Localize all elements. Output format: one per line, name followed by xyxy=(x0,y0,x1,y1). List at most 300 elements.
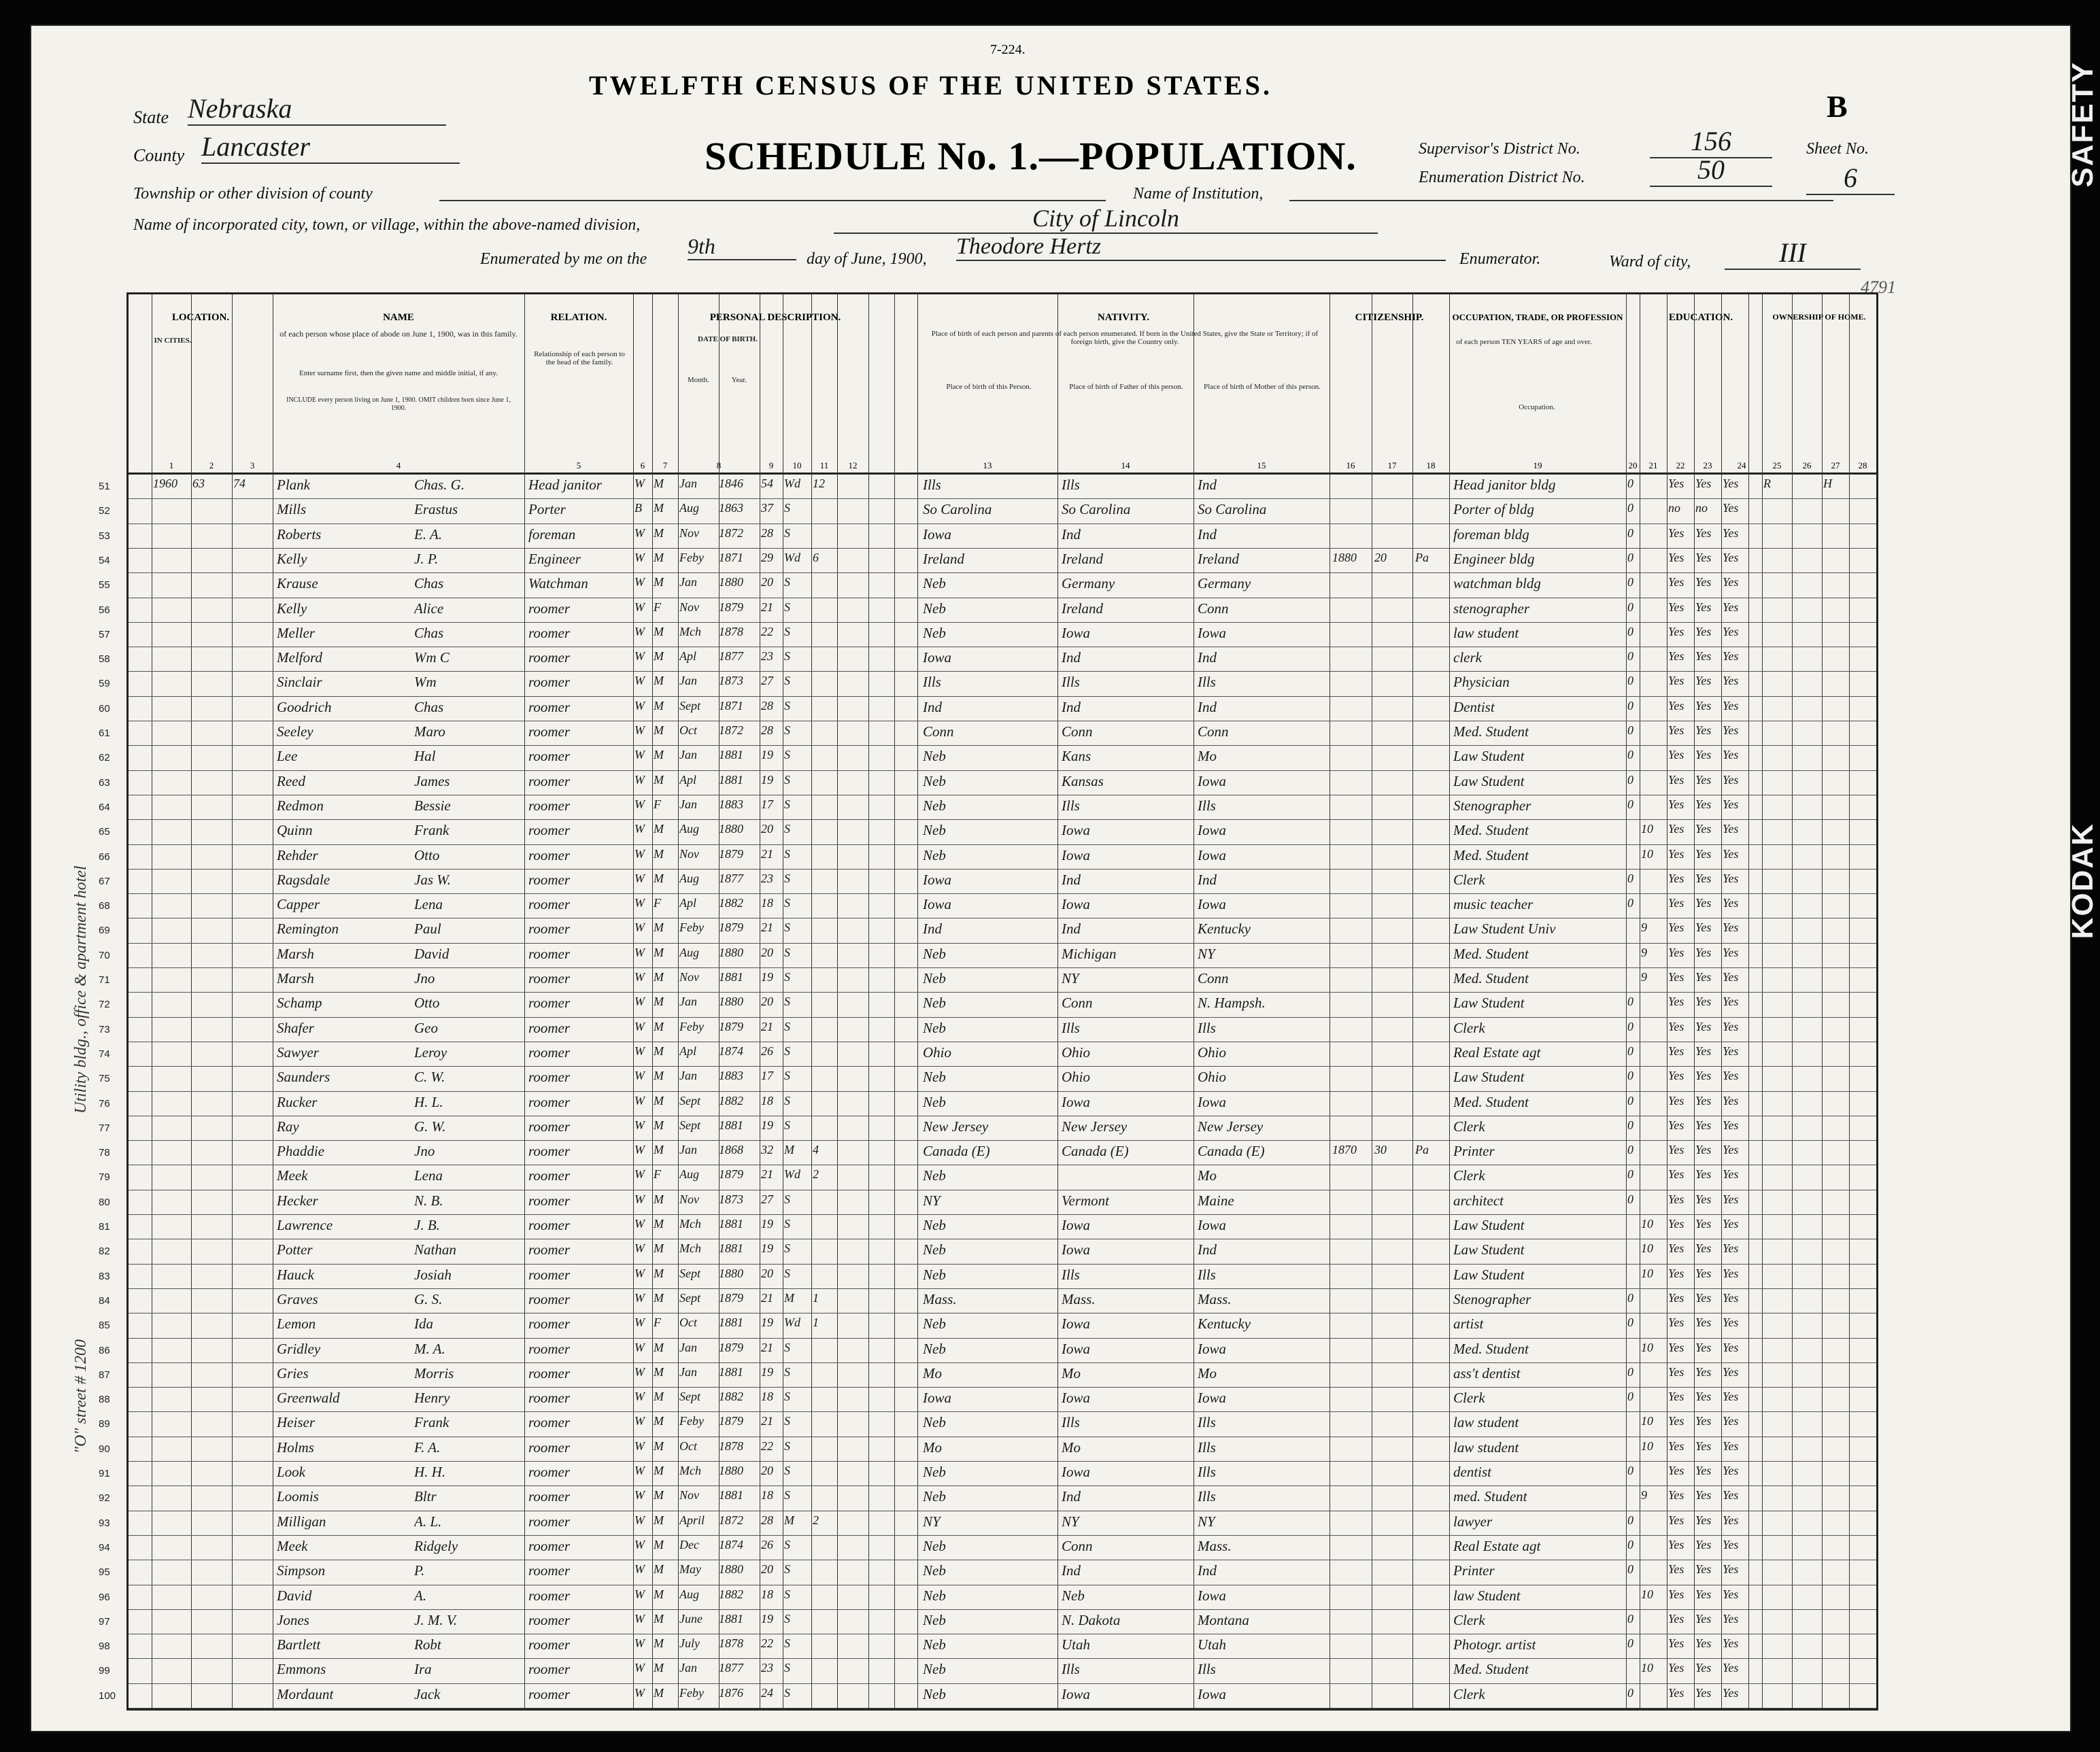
cell-marital: S xyxy=(784,945,790,959)
cell-father: Ind xyxy=(1062,1562,1081,1579)
cell-speak: Yes xyxy=(1723,1562,1739,1577)
cell-unemp: 0 xyxy=(1627,1044,1633,1058)
column-rule xyxy=(837,294,838,1708)
table-row xyxy=(129,1066,1876,1067)
ward-label: Ward of city, xyxy=(1609,253,1691,271)
cell-father: Conn xyxy=(1062,723,1093,740)
cell-mother: Mo xyxy=(1198,1364,1217,1381)
cell-marital: S xyxy=(784,674,790,688)
cell-marital: S xyxy=(784,575,790,589)
cell-year: 1879 xyxy=(719,1167,743,1182)
cell-given: H. L. xyxy=(414,1093,443,1110)
cell-given: Jno xyxy=(414,970,435,986)
cell-born: Neb xyxy=(923,575,946,592)
cell-given: Henry xyxy=(414,1390,450,1407)
cell-relation: roomer xyxy=(528,1340,571,1357)
cell-color: W xyxy=(634,1537,645,1551)
cell-given: Ida xyxy=(414,1316,433,1333)
cell-occupation: lawyer xyxy=(1453,1513,1493,1530)
cell-school: 10 xyxy=(1641,1241,1653,1256)
column-number: 10 xyxy=(792,460,802,470)
year-header: Year. xyxy=(731,376,747,384)
cell-given: Leroy xyxy=(414,1044,447,1061)
cell-mother: Ohio xyxy=(1198,1044,1226,1061)
cell-relation: roomer xyxy=(528,1192,571,1209)
cell-relation: roomer xyxy=(528,995,571,1012)
cell-mother: Mass. xyxy=(1198,1290,1232,1307)
cell-month: Apl xyxy=(679,896,696,910)
cell-read: Yes xyxy=(1668,1636,1684,1651)
cell-age: 19 xyxy=(761,1217,773,1231)
cell-speak: Yes xyxy=(1723,921,1739,935)
cell-occupation: law student xyxy=(1453,1414,1519,1431)
cell-mother: Ind xyxy=(1198,649,1217,666)
cell-surname: Remington xyxy=(277,921,339,938)
cell-speak: Yes xyxy=(1723,945,1739,959)
cell-father: Iowa xyxy=(1062,1464,1090,1480)
cell-given: Chas xyxy=(414,698,444,715)
cell-occupation: Dentist xyxy=(1453,698,1495,715)
cell-month: Sept xyxy=(679,1290,700,1305)
column-rule xyxy=(1412,294,1413,1708)
cell-sex: M xyxy=(654,995,664,1009)
cell-father: N. Dakota xyxy=(1062,1611,1121,1628)
cell-color: W xyxy=(634,526,645,540)
cell-month: June xyxy=(679,1611,702,1626)
cell-year: 1873 xyxy=(719,1192,743,1206)
cell-speak: Yes xyxy=(1723,1316,1739,1330)
cell-marital: S xyxy=(784,624,790,638)
cell-father: Iowa xyxy=(1062,1685,1090,1702)
line-number: 74 xyxy=(99,1048,110,1060)
cell-age: 20 xyxy=(761,995,773,1009)
column-number: 13 xyxy=(983,460,992,470)
cell-unemp: 0 xyxy=(1627,526,1633,540)
cell-farm: H xyxy=(1823,477,1832,490)
cell-age: 22 xyxy=(761,1439,773,1453)
cell-age: 19 xyxy=(761,772,773,787)
cell-month: Aug xyxy=(679,1587,699,1601)
cell-year: 1881 xyxy=(719,1241,743,1256)
schedule-title: SCHEDULE No. 1.—POPULATION. xyxy=(705,134,1357,178)
cell-father: So Carolina xyxy=(1062,501,1131,518)
cell-father: Neb xyxy=(1062,1587,1085,1604)
cell-unemp: 0 xyxy=(1627,1069,1633,1083)
cell-occupation: med. Student xyxy=(1453,1488,1527,1505)
cell-school: 10 xyxy=(1641,1439,1653,1453)
column-number: 8 xyxy=(716,460,722,470)
cell-father: Iowa xyxy=(1062,1390,1090,1407)
cell-sex: M xyxy=(654,1661,664,1675)
cell-write: Yes xyxy=(1695,526,1712,540)
cell-unemp: 0 xyxy=(1627,1390,1633,1404)
table-row xyxy=(129,1140,1876,1141)
cell-age: 32 xyxy=(761,1143,773,1157)
cell-speak: Yes xyxy=(1723,1488,1739,1502)
cell-speak: Yes xyxy=(1723,846,1739,861)
cell-ym: 12 xyxy=(813,477,825,490)
column-rule xyxy=(811,294,812,1708)
line-number: 54 xyxy=(99,554,110,566)
cell-write: Yes xyxy=(1695,846,1712,861)
cell-house: 1960 xyxy=(153,477,177,490)
cell-relation: roomer xyxy=(528,674,571,691)
cell-read: Yes xyxy=(1668,1167,1684,1182)
cell-month: Mch xyxy=(679,1241,701,1256)
cell-mother: Iowa xyxy=(1198,846,1226,863)
cell-sex: M xyxy=(654,1340,664,1354)
cell-speak: Yes xyxy=(1723,970,1739,984)
cell-surname: David xyxy=(277,1587,312,1604)
cell-year: 1879 xyxy=(719,1414,743,1428)
column-rule xyxy=(1193,294,1194,1708)
cell-year: 1880 xyxy=(719,1562,743,1577)
cell-family: 74 xyxy=(233,477,245,490)
cell-born: Neb xyxy=(923,1217,946,1233)
cell-born: Ohio xyxy=(923,1044,951,1061)
cell-read: Yes xyxy=(1668,1364,1684,1379)
cell-marital: S xyxy=(784,1019,790,1033)
cell-read: Yes xyxy=(1668,550,1684,564)
cell-color: W xyxy=(634,1685,645,1700)
cell-given: Bltr xyxy=(414,1488,437,1505)
cell-speak: Yes xyxy=(1723,1192,1739,1206)
cell-father: Kans xyxy=(1062,748,1091,765)
cell-speak: Yes xyxy=(1723,748,1739,762)
cell-month: Sept xyxy=(679,1390,700,1404)
cell-month: Sept xyxy=(679,1266,700,1280)
cell-color: W xyxy=(634,1266,645,1280)
cell-write: Yes xyxy=(1695,624,1712,638)
cell-given: Nathan xyxy=(414,1241,456,1258)
cell-write: Yes xyxy=(1695,1340,1712,1354)
cell-occupation: Clerk xyxy=(1453,1611,1485,1628)
cell-mother: Ills xyxy=(1198,1661,1216,1678)
cell-father: Ireland xyxy=(1062,550,1104,567)
cell-marital: S xyxy=(784,723,790,737)
cell-read: Yes xyxy=(1668,1537,1684,1551)
cell-surname: Milligan xyxy=(277,1513,326,1530)
cell-mother: Iowa xyxy=(1198,1587,1226,1604)
cell-ym: 1 xyxy=(813,1290,819,1305)
cell-month: Sept xyxy=(679,1118,700,1132)
cell-unemp: 0 xyxy=(1627,624,1633,638)
cell-school: 10 xyxy=(1641,1414,1653,1428)
cell-year: 1881 xyxy=(719,1217,743,1231)
cell-given: Frank xyxy=(414,822,450,839)
table-row xyxy=(129,1214,1876,1215)
cell-year: 1879 xyxy=(719,921,743,935)
cell-born: Neb xyxy=(923,1562,946,1579)
cell-sex: M xyxy=(654,871,664,885)
cell-unemp: 0 xyxy=(1627,1290,1633,1305)
cell-marital: S xyxy=(784,896,790,910)
cell-age: 22 xyxy=(761,1636,773,1651)
cell-sex: M xyxy=(654,1488,664,1502)
cell-born: New Jersey xyxy=(923,1118,989,1135)
cell-color: W xyxy=(634,723,645,737)
cell-sex: M xyxy=(654,1044,664,1058)
cell-speak: Yes xyxy=(1723,1143,1739,1157)
cell-given: Hal xyxy=(414,748,436,765)
cell-unemp: 0 xyxy=(1627,575,1633,589)
cell-year: 1881 xyxy=(719,970,743,984)
cell-speak: Yes xyxy=(1723,1118,1739,1132)
cell-marital: S xyxy=(784,1636,790,1651)
cell-relation: Watchman xyxy=(528,575,588,592)
cell-write: Yes xyxy=(1695,477,1712,490)
state-label: State xyxy=(133,107,169,127)
cell-marital: S xyxy=(784,600,790,614)
cell-marital: S xyxy=(784,1241,790,1256)
cell-relation: roomer xyxy=(528,822,571,839)
line-number: 73 xyxy=(99,1023,110,1035)
population-table xyxy=(99,292,1878,1711)
cell-occupation: dentist xyxy=(1453,1464,1491,1480)
cell-born: NY xyxy=(923,1192,941,1209)
cell-sex: M xyxy=(654,1093,664,1107)
line-number: 69 xyxy=(99,925,110,937)
cell-surname: Greenwald xyxy=(277,1390,340,1407)
cell-write: Yes xyxy=(1695,1685,1712,1700)
cell-born: Ills xyxy=(923,477,941,493)
cell-ym: 4 xyxy=(813,1143,819,1157)
group-personal: PERSONAL DESCRIPTION. xyxy=(709,312,841,323)
line-number: 68 xyxy=(99,900,110,912)
cell-father: Kansas xyxy=(1062,772,1104,789)
cell-write: Yes xyxy=(1695,1266,1712,1280)
cell-born: Neb xyxy=(923,1167,946,1184)
cell-marital: S xyxy=(784,1118,790,1132)
cell-marital: S xyxy=(784,1464,790,1477)
cell-year: 1874 xyxy=(719,1537,743,1551)
column-number: 6 xyxy=(640,460,645,470)
cell-born: Neb xyxy=(923,1587,946,1604)
cell-speak: Yes xyxy=(1723,1439,1739,1453)
film-edge-marking xyxy=(2066,48,2099,1543)
cell-own: R xyxy=(1763,477,1771,490)
table-row xyxy=(129,1362,1876,1363)
cell-occupation: Clerk xyxy=(1453,1118,1485,1135)
cell-relation: foreman xyxy=(528,526,576,543)
cell-mother: NY xyxy=(1198,1513,1215,1530)
cell-occupation: Porter of bldg xyxy=(1453,501,1534,518)
cell-speak: Yes xyxy=(1723,1093,1739,1107)
cell-age: 18 xyxy=(761,896,773,910)
cell-occupation: watchman bldg xyxy=(1453,575,1541,592)
cell-read: Yes xyxy=(1668,772,1684,787)
cell-occupation: Physician xyxy=(1453,674,1510,691)
cell-born: Neb xyxy=(923,970,946,986)
table-row xyxy=(129,1485,1876,1486)
cell-occupation: Med. Student xyxy=(1453,945,1529,962)
cell-month: Jan xyxy=(679,1661,697,1675)
cell-mother: NY xyxy=(1198,945,1215,962)
cell-mother: Mass. xyxy=(1198,1537,1232,1554)
cell-age: 21 xyxy=(761,1340,773,1354)
cell-unemp: 0 xyxy=(1627,1636,1633,1651)
line-number: 100 xyxy=(99,1689,116,1702)
cell-color: W xyxy=(634,1464,645,1477)
cell-speak: Yes xyxy=(1723,1390,1739,1404)
table-row xyxy=(129,869,1876,870)
cell-given: A. xyxy=(414,1587,427,1604)
cell-born: Neb xyxy=(923,1414,946,1431)
cell-relation: Porter xyxy=(528,501,566,518)
cell-sex: M xyxy=(654,575,664,589)
cell-unemp: 0 xyxy=(1627,871,1633,885)
cell-mother: Iowa xyxy=(1198,896,1226,913)
column-number: 26 xyxy=(1802,460,1812,470)
cell-year: 1873 xyxy=(719,674,743,688)
cell-age: 20 xyxy=(761,1464,773,1477)
cell-year: 1879 xyxy=(719,1019,743,1033)
township-line xyxy=(439,200,1106,201)
cell-speak: Yes xyxy=(1723,896,1739,910)
cell-unemp: 0 xyxy=(1627,1019,1633,1033)
column-rule xyxy=(894,294,895,1708)
cell-given: Robt xyxy=(414,1636,441,1653)
cell-speak: Yes xyxy=(1723,1266,1739,1280)
cell-given: Erastus xyxy=(414,501,458,518)
cell-month: May xyxy=(679,1562,701,1577)
cell-age: 21 xyxy=(761,1019,773,1033)
cell-father: Iowa xyxy=(1062,624,1090,641)
line-number: 63 xyxy=(99,776,110,789)
cell-mother: Utah xyxy=(1198,1636,1226,1653)
cell-read: Yes xyxy=(1668,526,1684,540)
cell-year: 1880 xyxy=(719,945,743,959)
cell-given: J. B. xyxy=(414,1217,440,1233)
cell-color: W xyxy=(634,1316,645,1330)
cell-year: 1881 xyxy=(719,1316,743,1330)
cell-color: W xyxy=(634,1118,645,1132)
cell-color: W xyxy=(634,1143,645,1157)
cell-marital: S xyxy=(784,526,790,540)
cell-occupation: Law Student xyxy=(1453,1241,1525,1258)
cell-color: W xyxy=(634,1241,645,1256)
cell-father: Iowa xyxy=(1062,1217,1090,1233)
cell-father: Ills xyxy=(1062,674,1080,691)
cell-given: Chas xyxy=(414,575,444,592)
cell-month: Feby xyxy=(679,550,704,564)
group-ownership: OWNERSHIP OF HOME. xyxy=(1772,312,1866,322)
cell-given: E. A. xyxy=(414,526,443,543)
cell-given: A. L. xyxy=(414,1513,442,1530)
cell-surname: Marsh xyxy=(277,970,314,986)
column-rule xyxy=(633,294,634,1708)
cell-given: H. H. xyxy=(414,1464,446,1480)
cell-month: Nov xyxy=(679,1192,699,1206)
table-row xyxy=(129,819,1876,820)
cell-father: Ind xyxy=(1062,1488,1081,1505)
cell-speak: Yes xyxy=(1723,1464,1739,1477)
cell-speak: Yes xyxy=(1723,575,1739,589)
cell-surname: Shafer xyxy=(277,1019,314,1036)
cell-given: N. B. xyxy=(414,1192,443,1209)
cell-sex: M xyxy=(654,748,664,762)
cell-year: 1881 xyxy=(719,1488,743,1502)
cell-marital: S xyxy=(784,1217,790,1231)
table-row xyxy=(129,992,1876,993)
ward-value: III xyxy=(1725,237,1861,270)
cell-father: Utah xyxy=(1062,1636,1090,1653)
cell-read: Yes xyxy=(1668,1192,1684,1206)
cell-month: Mch xyxy=(679,624,701,638)
cell-marital: S xyxy=(784,1093,790,1107)
cell-speak: Yes xyxy=(1723,501,1739,515)
supervisor-label: Supervisor's District No. xyxy=(1419,140,1580,158)
cell-read: Yes xyxy=(1668,1093,1684,1107)
cell-relation: roomer xyxy=(528,1562,571,1579)
enumerator-label: Enumerator. xyxy=(1459,250,1541,268)
line-number: 88 xyxy=(99,1394,110,1406)
cell-surname: Gridley xyxy=(277,1340,321,1357)
cell-age: 23 xyxy=(761,871,773,885)
cell-father: Ind xyxy=(1062,649,1081,666)
cell-mother: New Jersey xyxy=(1198,1118,1264,1135)
cell-occupation: Real Estate agt xyxy=(1453,1537,1541,1554)
cell-given: J. M. V. xyxy=(414,1611,458,1628)
column-number: 19 xyxy=(1533,460,1542,470)
column-number: 17 xyxy=(1387,460,1397,470)
cell-read: Yes xyxy=(1668,1340,1684,1354)
cell-unemp: 0 xyxy=(1627,1143,1633,1157)
cell-given: Otto xyxy=(414,995,440,1012)
cell-mother: Kentucky xyxy=(1198,1316,1251,1333)
column-rule xyxy=(1822,294,1823,1708)
cell-sex: M xyxy=(654,1266,664,1280)
cell-relation: roomer xyxy=(528,970,571,986)
cell-write: no xyxy=(1695,501,1708,515)
cell-relation: roomer xyxy=(528,1241,571,1258)
cell-write: Yes xyxy=(1695,1019,1712,1033)
cell-write: Yes xyxy=(1695,1069,1712,1083)
line-number: 59 xyxy=(99,678,110,690)
line-number: 94 xyxy=(99,1541,110,1553)
line-number: 75 xyxy=(99,1073,110,1085)
column-number: 5 xyxy=(576,460,581,470)
cell-speak: Yes xyxy=(1723,526,1739,540)
cell-ym: 2 xyxy=(813,1167,819,1182)
cell-sex: M xyxy=(654,526,664,540)
cell-color: W xyxy=(634,945,645,959)
pob-mother-header: Place of birth of Mother of this person. xyxy=(1204,383,1321,391)
cell-unemp: 0 xyxy=(1627,477,1633,490)
cell-given: Morris xyxy=(414,1364,454,1381)
cell-mother: Canada (E) xyxy=(1198,1143,1265,1160)
cell-year: 1868 xyxy=(719,1143,743,1157)
cell-color: W xyxy=(634,1562,645,1577)
cell-born: Neb xyxy=(923,1241,946,1258)
line-number: 83 xyxy=(99,1270,110,1282)
cell-mother: Iowa xyxy=(1198,1390,1226,1407)
institution-label: Name of Institution, xyxy=(1133,185,1264,203)
month-header: Month. xyxy=(687,376,710,384)
cell-imm: 1870 xyxy=(1332,1143,1357,1157)
cell-read: Yes xyxy=(1668,1488,1684,1502)
cell-read: Yes xyxy=(1668,1241,1684,1256)
cell-school: 9 xyxy=(1641,945,1647,959)
cell-mother: Germany xyxy=(1198,575,1251,592)
cell-year: 1883 xyxy=(719,797,743,811)
cell-mother: Ills xyxy=(1198,1019,1216,1036)
cell-school: 10 xyxy=(1641,1340,1653,1354)
line-number: 66 xyxy=(99,851,110,863)
cell-surname: Lawrence xyxy=(277,1217,333,1233)
column-number: 12 xyxy=(848,460,858,470)
cell-yrs: 30 xyxy=(1374,1143,1387,1157)
